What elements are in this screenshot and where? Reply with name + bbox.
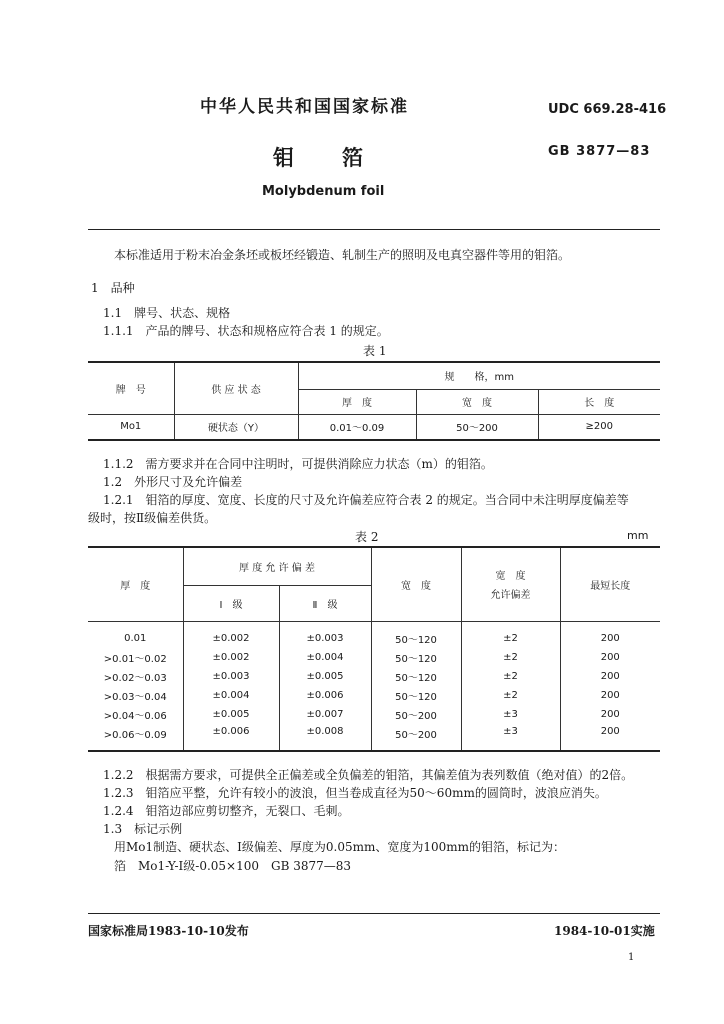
page-number: 1	[628, 952, 635, 963]
table-2-cell-width-tolerance: ±2	[461, 667, 560, 686]
footer-divider	[88, 913, 660, 914]
table-row	[88, 667, 660, 686]
section-1-1-1-text: 1.1.1 产品的牌号、状态和规格应符合表 1 的规定。	[103, 324, 389, 338]
table-2-cell-grade-2: ±0.005	[279, 667, 371, 686]
table-2-cell-width: 50～120	[371, 667, 461, 686]
table-1-header-grade: 牌 号	[88, 362, 174, 414]
table-2-cell-thickness: 0.01	[88, 629, 183, 648]
header-divider	[88, 229, 660, 230]
section-1-2-2-text: 1.2.2 根据需方要求，可提供全正偏差或全负偏差的钼箔，其偏差值为表列数值（绝对值）的2倍。	[103, 768, 634, 782]
table-2-cell-width: 50～120	[371, 629, 461, 648]
table-2-header-thickness: 厚 度	[88, 547, 183, 621]
intro-paragraph: 本标准适用于粉末冶金条坯或板坯经锻造、轧制生产的照明及电真空器件等用的钼箔。	[114, 248, 571, 262]
table-2-cell-width-tolerance: ±3	[461, 705, 560, 724]
table-1-header-width: 宽 度	[416, 389, 538, 414]
table-2	[88, 546, 660, 752]
table-2-header-tolerance: 厚 度 允 许 偏 差	[183, 547, 371, 585]
table-2-cell-thickness: >0.06～0.09	[88, 724, 183, 751]
table-2-cell-thickness: >0.02～0.03	[88, 667, 183, 686]
section-1-3-heading: 1.3 标记示例	[103, 822, 183, 836]
table-2-cell-grade-1: ±0.006	[183, 724, 279, 751]
table-2-cell-width-tolerance: ±2	[461, 686, 560, 705]
section-1-1-heading: 1.1 牌号、状态、规格	[103, 306, 231, 320]
issue-date: 国家标准局1983-10-10发布	[88, 924, 249, 938]
table-2-cell-width: 50～120	[371, 686, 461, 705]
section-1-2-heading: 1.2 外形尺寸及允许偏差	[103, 475, 243, 489]
table-1-cell-length: ≥200	[538, 414, 660, 440]
document-title-english: Molybdenum foil	[262, 184, 385, 199]
table-2-header-grade-2: Ⅱ 级	[279, 585, 371, 621]
marking-example: 箔 Mo1-Y-Ⅰ级-0.05×100 GB 3877—83	[114, 859, 352, 873]
udc-code: UDC 669.28-416	[548, 102, 667, 117]
table-1-cell-thickness: 0.01～0.09	[298, 414, 416, 440]
table-2-header-min-length: 最短长度	[560, 547, 660, 621]
table-row	[88, 705, 660, 724]
section-1-2-1-text: 1.2.1 钼箔的厚度、宽度、长度的尺寸及允许偏差应符合表 2 的规定。当合同中未注明厚度偏差等	[103, 493, 629, 507]
table-1-cell-state: 硬状态（Y）	[174, 414, 298, 440]
table-2-cell-min-length: 200	[560, 648, 660, 667]
table-2-cell-width-tolerance: ±3	[461, 724, 560, 751]
table-1-header-length: 长 度	[538, 389, 660, 414]
table-1	[88, 361, 660, 441]
table-2-cell-grade-2: ±0.008	[279, 724, 371, 751]
table-row	[88, 686, 660, 705]
section-1-1-2-text: 1.1.2 需方要求并在合同中注明时，可提供消除应力状态（m）的钼箔。	[103, 457, 493, 471]
table-2-cell-width: 50～200	[371, 724, 461, 751]
table-2-cell-min-length: 200	[560, 629, 660, 648]
table-row	[88, 414, 660, 440]
section-1-3-text: 用Mo1制造、硬状态、Ⅰ级偏差、厚度为0.05mm、宽度为100mm的钼箔，标记为：	[114, 840, 566, 854]
standard-name: 中华人民共和国国家标准	[200, 97, 409, 117]
table-row	[88, 648, 660, 667]
table-2-cell-grade-1: ±0.002	[183, 648, 279, 667]
section-1-2-1-text-cont: 级时，按Ⅱ级偏差供货。	[88, 511, 217, 525]
table-2-cell-grade-1: ±0.003	[183, 667, 279, 686]
table-2-header-width: 宽 度	[371, 547, 461, 621]
table-row	[88, 724, 660, 751]
width-tolerance-line-1: 宽 度	[495, 571, 526, 583]
table-2-cell-width-tolerance: ±2	[461, 629, 560, 648]
table-2-cell-min-length: 200	[560, 686, 660, 705]
table-2-cell-min-length: 200	[560, 724, 660, 751]
section-1-2-4-text: 1.2.4 钼箔边部应剪切整齐，无裂口、毛刺。	[103, 804, 350, 818]
table-2-cell-grade-2: ±0.003	[279, 629, 371, 648]
document-title: 钼箔	[273, 145, 411, 170]
gb-number: GB 3877—83	[548, 144, 651, 159]
table-2-cell-grade-2: ±0.007	[279, 705, 371, 724]
table-1-header-state: 供 应 状 态	[174, 362, 298, 414]
section-1-heading: 1 品种	[91, 281, 135, 295]
table-1-caption: 表 1	[363, 344, 387, 358]
table-2-cell-thickness: >0.04～0.06	[88, 705, 183, 724]
table-2-cell-width: 50～200	[371, 705, 461, 724]
table-2-cell-min-length: 200	[560, 667, 660, 686]
table-2-header-grade-1: Ⅰ 级	[183, 585, 279, 621]
table-2-cell-width: 50～120	[371, 648, 461, 667]
table-2-cell-grade-2: ±0.006	[279, 686, 371, 705]
table-2-cell-grade-1: ±0.004	[183, 686, 279, 705]
table-2-cell-thickness: >0.03～0.04	[88, 686, 183, 705]
table-1-header-spec: 规 格，mm	[298, 362, 660, 389]
section-1-2-3-text: 1.2.3 钼箔应平整，允许有较小的波浪，但当卷成直径为50～60mm的圆筒时，波浪应消失。	[103, 786, 607, 800]
table-2-cell-grade-1: ±0.002	[183, 629, 279, 648]
table-1-cell-width: 50～200	[416, 414, 538, 440]
width-tolerance-line-2: 允许偏差	[490, 590, 531, 602]
table-2-cell-grade-1: ±0.005	[183, 705, 279, 724]
table-2-header-width-tolerance	[461, 547, 560, 621]
table-1-cell-grade: Mo1	[88, 414, 174, 440]
table-1-header-thickness: 厚 度	[298, 389, 416, 414]
effective-date: 1984-10-01实施	[554, 924, 655, 938]
table-2-cell-thickness: >0.01～0.02	[88, 648, 183, 667]
table-row	[88, 629, 660, 648]
table-2-unit: mm	[627, 529, 649, 542]
table-2-cell-grade-2: ±0.004	[279, 648, 371, 667]
table-2-caption: 表 2	[355, 530, 379, 544]
table-2-cell-width-tolerance: ±2	[461, 648, 560, 667]
table-2-cell-min-length: 200	[560, 705, 660, 724]
